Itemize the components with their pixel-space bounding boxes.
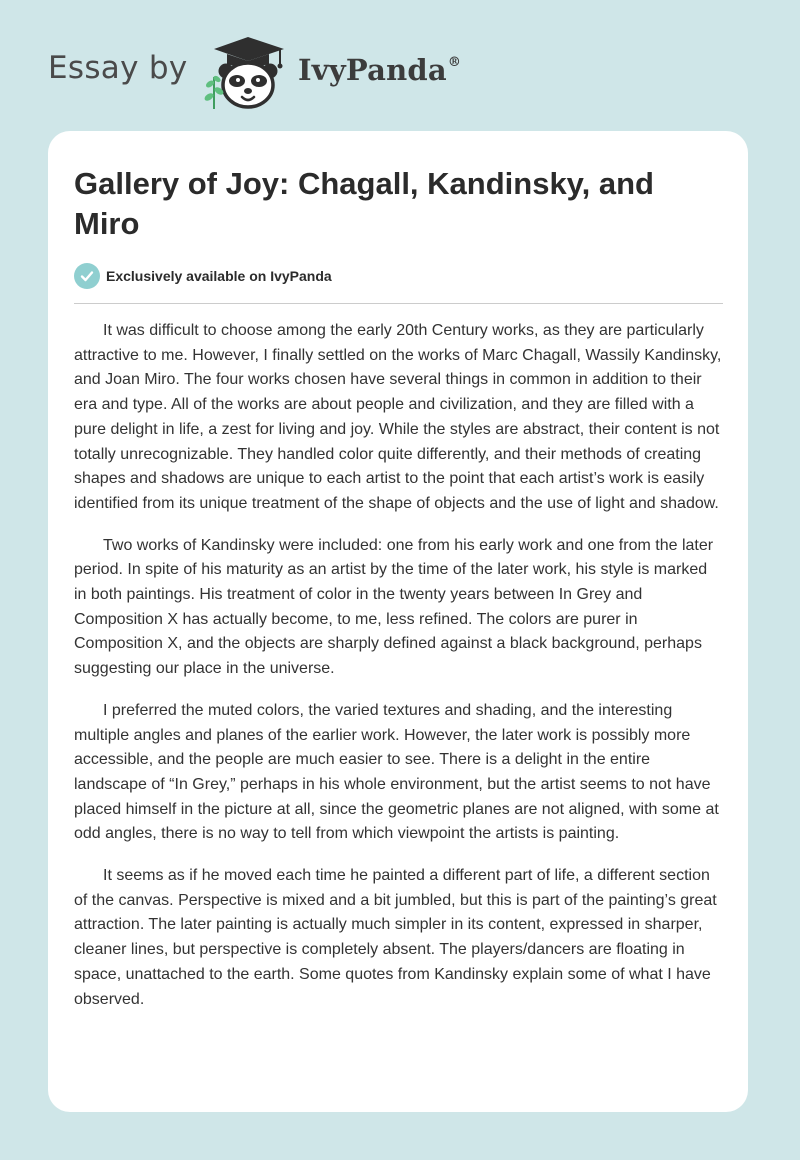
title-divider [74, 303, 723, 304]
checkmark-icon [74, 263, 100, 289]
essay-paragraph: It was difficult to choose among the early 20th Century works, as they are particularly attractive to me. However, I finally settled on the works of Marc Chagall, Wassily Kandinsky, and Joan Miro. The four works chosen have several things in common in addition to their era and type. All of the works are about people and civilization, and they are filled with a pure delight in life, a zest for living and joy. While the styles are abstract, their content is not totally unrecognizable. They handled color quite differently, and their methods of creating shapes and shadows are unique to each artist to the point that each artist’s work is easily identified from its unique treatment of the shape of objects and the use of light and shadow. [74, 322, 722, 512]
brand-name: IvyPanda [298, 53, 447, 87]
essay-by-label: Essay by [48, 50, 188, 86]
essay-paragraph: Two works of Kandinsky were included: one from his early work and one from the later period. In spite of his maturity as an artist by the time of the later work, his style is marked in both paintings. His treatment of color in the twenty years between In Grey and Composition X has actually become, to me, less refined. The colors are purer in Composition X, and the objects are sharply defined against a black background, perhaps suggesting our place in the universe. [74, 536, 714, 678]
essay-title: Gallery of Joy: Chagall, Kandinsky, and Miro [74, 166, 654, 241]
exclusive-badge [74, 263, 332, 289]
panda-graduate-logo-icon[interactable] [202, 35, 294, 111]
site-header [0, 0, 800, 120]
essay-paragraph: It seems as if he moved each time he painted a different part of life, a different section of the canvas. Perspective is mixed and a bit jumbled, but this is part of the painting’s great attraction. The later painting is actually much simpler in its content, expressed in sharper, cleaner lines, but perspective is completely absent. The players/dancers are floating in space, unattached to the earth. Some quotes from Kandinsky explain some of what I have observed. [74, 867, 717, 1008]
essay-paragraph: I preferred the muted colors, the varied textures and shading, and the interesting multiple angles and planes of the earlier work. However, the later work is possibly more accessible, and the people are much easier to see. There is a delight in the entire landscape of “In Grey,” perhaps in his whole environment, but the artist seems to not have placed himself in the picture at all, since the geometric planes are not aligned, with some at odd angles, there is no way to tell from which viewpoint the artists is painting. [74, 701, 719, 843]
exclusive-badge-label: Exclusively available on IvyPanda [106, 268, 332, 284]
registered-mark: ® [447, 55, 462, 71]
brand-logo-text[interactable] [298, 53, 460, 87]
essay-body [74, 319, 724, 1029]
essay-card [48, 131, 748, 1112]
